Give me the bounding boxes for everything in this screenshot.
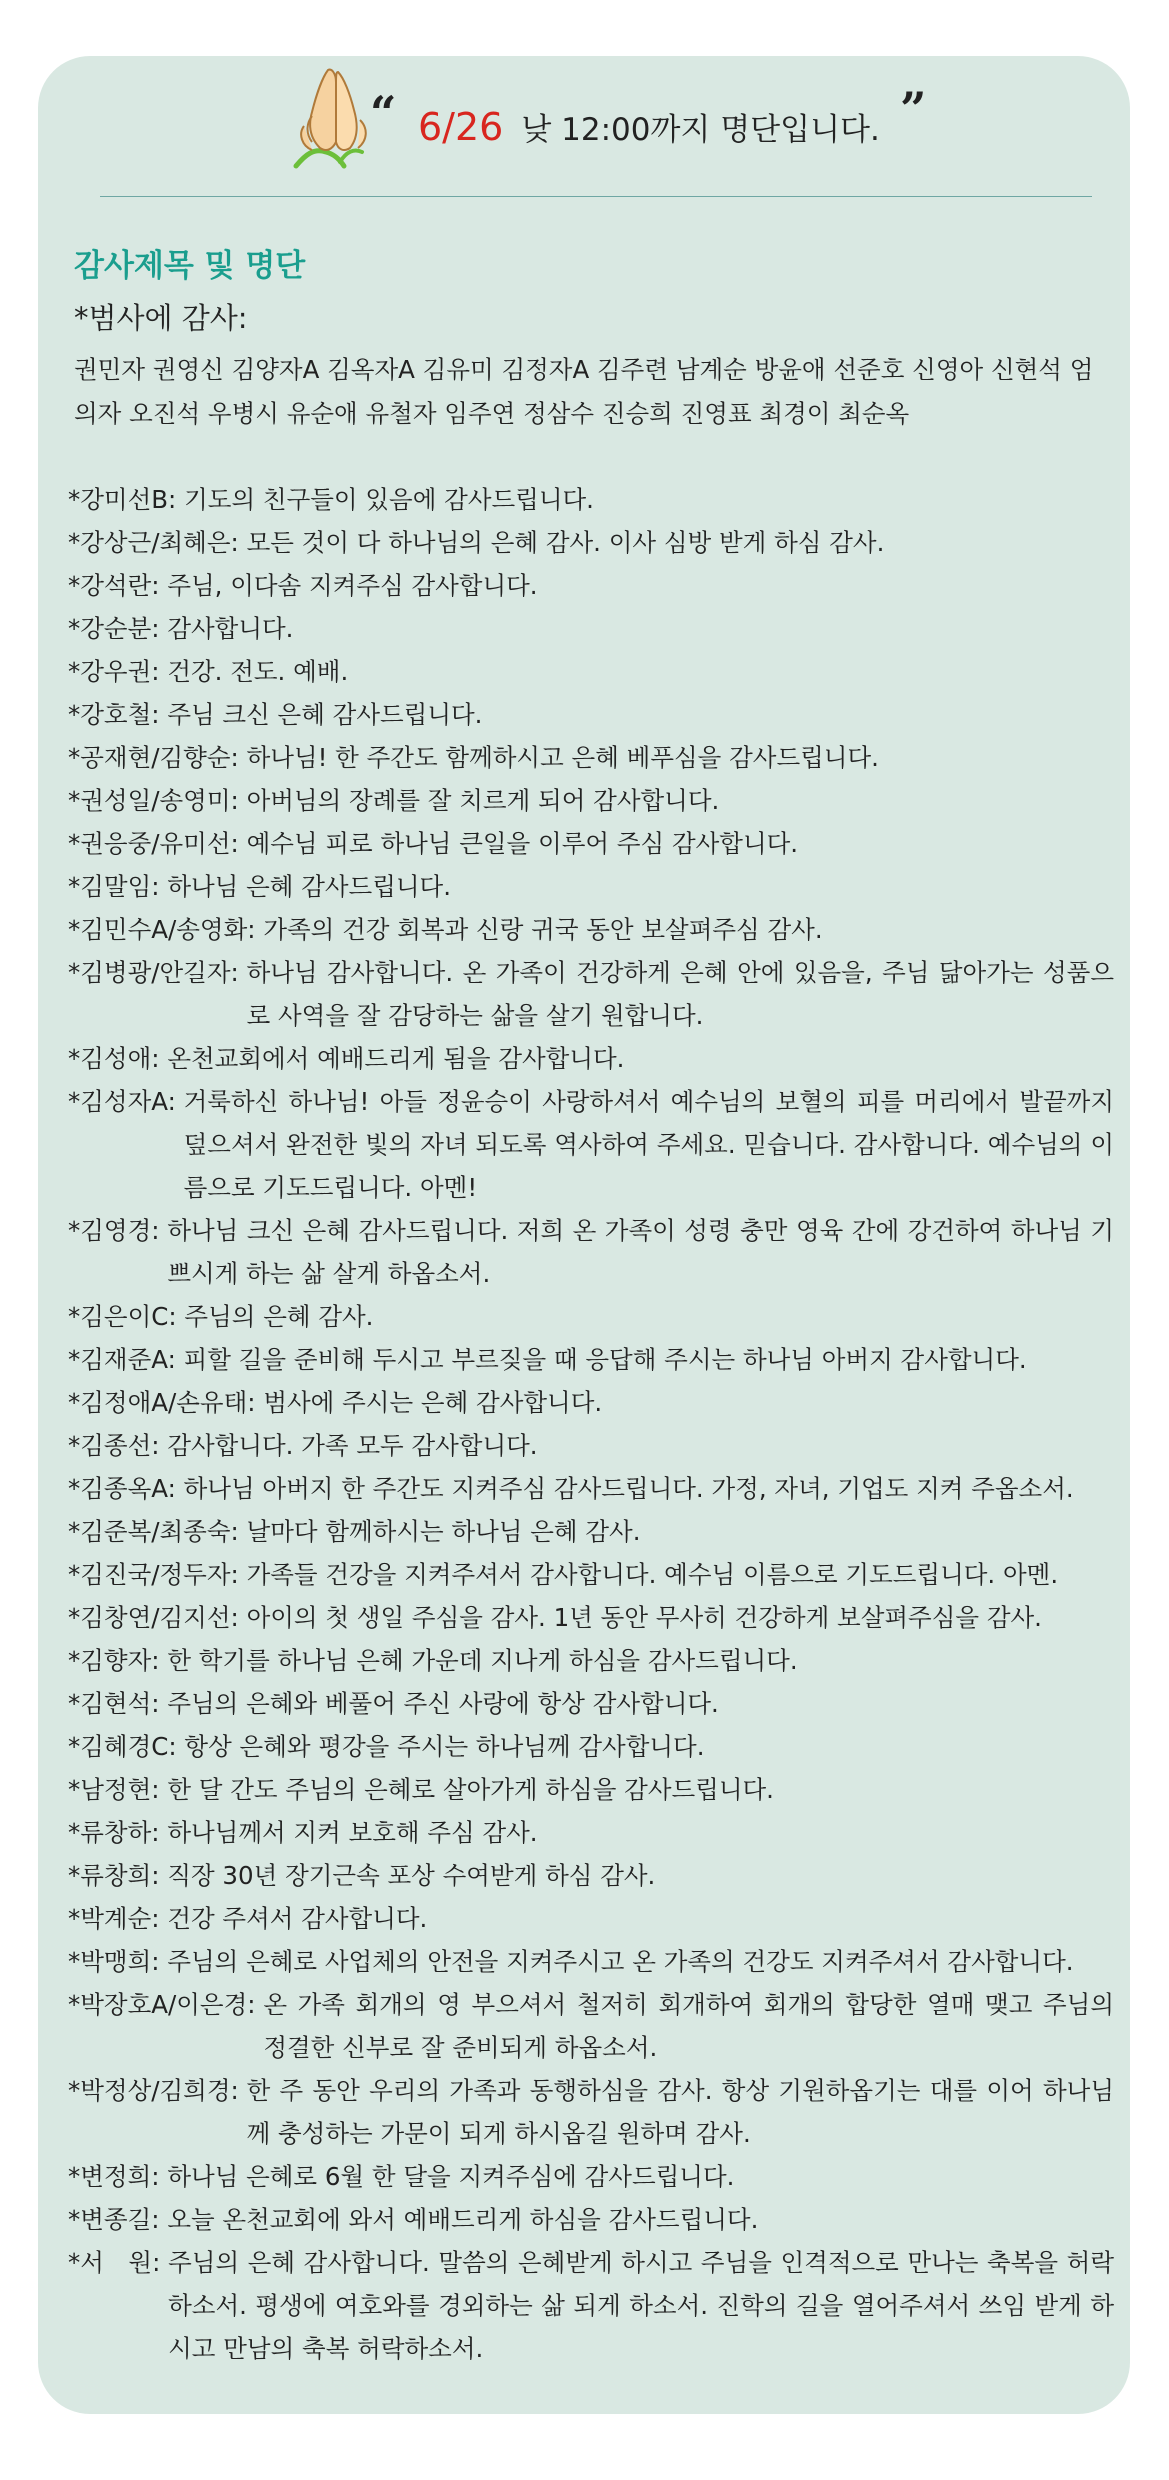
list-item bbox=[68, 1596, 1114, 1639]
list-item bbox=[68, 736, 1114, 779]
entry-name: *공재현/김향순: bbox=[68, 743, 239, 772]
open-quote-mark: “ bbox=[370, 86, 397, 140]
entry-name: *강순분: bbox=[68, 614, 160, 643]
entry-text: 온천교회에서 예배드리게 됨을 감사합니다. bbox=[167, 1044, 625, 1073]
entry-name: *김혜경C: bbox=[68, 1732, 177, 1761]
list-item bbox=[68, 650, 1114, 693]
entry-text: 하나님 감사합니다. 온 가족이 건강하게 은혜 안에 있음을, 주님 닮아가는 성품으로 사역을 잘 감당하는 삶을 살기 원합니다. bbox=[246, 958, 1114, 1030]
list-item bbox=[68, 2198, 1114, 2241]
entry-text: 온 가족 회개의 영 부으셔서 철저히 회개하여 회개의 합당한 열매 맺고 주님의 정결한 신부로 잘 준비되게 하옵소서. bbox=[263, 1990, 1114, 2062]
entry-name: *김재준A: bbox=[68, 1345, 176, 1374]
list-item bbox=[68, 1510, 1114, 1553]
entry-text: 주님 크신 은혜 감사드립니다. bbox=[167, 700, 483, 729]
close-quote-mark: ” bbox=[900, 82, 927, 136]
entry-text: 거룩하신 하나님! 아들 정윤승이 사랑하셔서 예수님의 보혈의 피를 머리에서 발끝까지 덮으셔서 완전한 빛의 자녀 되도록 역사하여 주세요. 믿습니다. 감사합니다. 예수님의 이름으로 기도드립니다. 아멘! bbox=[183, 1087, 1114, 1202]
list-item bbox=[68, 1338, 1114, 1381]
entry-text: 범사에 주시는 은혜 감사합니다. bbox=[263, 1388, 603, 1417]
entry-text: 하나님께서 지켜 보호해 주심 감사. bbox=[167, 1818, 538, 1847]
entry-text: 주님, 이다솜 지켜주심 감사합니다. bbox=[167, 571, 538, 600]
entry-text: 날마다 함께하시는 하나님 은혜 감사. bbox=[246, 1517, 641, 1546]
list-item bbox=[68, 865, 1114, 908]
entry-name: *김진국/정두자: bbox=[68, 1560, 239, 1589]
list-item bbox=[68, 1639, 1114, 1682]
names-list: 권민자 권영신 김양자A 김옥자A 김유미 김정자A 김주련 남계순 방윤애 선준호 신영아 신현석 엄의자 오진석 우병시 유순애 유철자 임주연 정삼수 진승희 진영표 최경이 최순옥 bbox=[74, 355, 1094, 428]
entry-name: *강석란: bbox=[68, 571, 160, 600]
entry-text: 하나님 은혜로 6월 한 달을 지켜주심에 감사드립니다. bbox=[167, 2162, 735, 2191]
entry-name: *권응중/유미선: bbox=[68, 829, 239, 858]
entry-name: *박맹희: bbox=[68, 1947, 160, 1976]
entry-text: 주님의 은혜와 베풀어 주신 사랑에 항상 감사합니다. bbox=[167, 1689, 719, 1718]
list-item bbox=[68, 1854, 1114, 1897]
entry-name: *변종길: bbox=[68, 2205, 160, 2234]
entry-text: 가족들 건강을 지켜주셔서 감사합니다. 예수님 이름으로 기도드립니다. 아멘. bbox=[246, 1560, 1059, 1589]
list-item bbox=[68, 1897, 1114, 1940]
entry-text: 건강. 전도. 예배. bbox=[167, 657, 349, 686]
entry-name: *김은이C: bbox=[68, 1302, 177, 1331]
list-item bbox=[68, 1983, 1114, 2069]
entry-text: 하나님 크신 은혜 감사드립니다. 저희 온 가족이 성령 충만 영육 간에 강건하여 하나님 기쁘시게 하는 삶 살게 하옵소서. bbox=[167, 1216, 1114, 1288]
entry-name: *남정현: bbox=[68, 1775, 160, 1804]
entry-name: *강상근/최혜은: bbox=[68, 528, 239, 557]
thanks-list bbox=[68, 478, 1114, 2370]
header-text: 낮 12:00까지 명단입니다. bbox=[521, 112, 880, 148]
list-item bbox=[68, 1725, 1114, 1768]
list-item bbox=[68, 1553, 1114, 1596]
entry-text: 하나님! 한 주간도 함께하시고 은혜 베푸심을 감사드립니다. bbox=[246, 743, 879, 772]
entry-name: *김정애A/손유태: bbox=[68, 1388, 256, 1417]
entry-text: 항상 은혜와 평강을 주시는 하나님께 감사합니다. bbox=[184, 1732, 705, 1761]
list-item bbox=[68, 564, 1114, 607]
entry-name: *김영경: bbox=[68, 1216, 160, 1245]
entry-name: *김말임: bbox=[68, 872, 160, 901]
list-item bbox=[68, 607, 1114, 650]
prayer-card bbox=[38, 56, 1130, 2414]
header-line bbox=[418, 104, 880, 149]
entry-text: 아버님의 장례를 잘 치르게 되어 감사합니다. bbox=[246, 786, 720, 815]
entry-name: *김향자: bbox=[68, 1646, 160, 1675]
entry-name: *김종옥A: bbox=[68, 1474, 176, 1503]
entry-name: *강호철: bbox=[68, 700, 160, 729]
list-item bbox=[68, 2241, 1114, 2370]
entry-name: *강우권: bbox=[68, 657, 160, 686]
entry-text: 모든 것이 다 하나님의 은혜 감사. 이사 심방 받게 하심 감사. bbox=[246, 528, 885, 557]
entry-text: 한 달 간도 주님의 은혜로 살아가게 하심을 감사드립니다. bbox=[167, 1775, 774, 1804]
list-item bbox=[68, 1295, 1114, 1338]
list-item bbox=[68, 908, 1114, 951]
list-item bbox=[68, 1940, 1114, 1983]
entry-name: *김준복/최종숙: bbox=[68, 1517, 239, 1546]
list-item bbox=[68, 693, 1114, 736]
entry-name: *류창하: bbox=[68, 1818, 160, 1847]
entry-text: 예수님 피로 하나님 큰일을 이루어 주심 감사합니다. bbox=[246, 829, 799, 858]
list-item bbox=[68, 1811, 1114, 1854]
entry-name: *류창희: bbox=[68, 1861, 160, 1890]
entry-text: 감사합니다. 가족 모두 감사합니다. bbox=[167, 1431, 538, 1460]
entry-text: 주님의 은혜 감사합니다. 말씀의 은혜받게 하시고 주님을 인격적으로 만나는 축복을 허락하소서. 평생에 여호와를 경외하는 삶 되게 하소서. 진학의 길을 열어주셔서 쓰임 받게 하시고 만남의 축복 허락하소서. bbox=[168, 2248, 1114, 2363]
entry-name: *김현석: bbox=[68, 1689, 160, 1718]
list-item bbox=[68, 951, 1114, 1037]
list-item bbox=[68, 1682, 1114, 1725]
list-item bbox=[68, 1467, 1114, 1510]
entry-name: *김민수A/송영화: bbox=[68, 915, 256, 944]
entry-name: *권성일/송영미: bbox=[68, 786, 239, 815]
entry-name: *박정상/김희경: bbox=[68, 2076, 239, 2105]
entry-text: 오늘 온천교회에 와서 예배드리게 하심을 감사드립니다. bbox=[167, 2205, 759, 2234]
entry-text: 한 학기를 하나님 은혜 가운데 지나게 하심을 감사드립니다. bbox=[167, 1646, 798, 1675]
entry-name: *강미선B: bbox=[68, 485, 177, 514]
entry-text: 하나님 아버지 한 주간도 지켜주심 감사드립니다. 가정, 자녀, 기업도 지켜 주옵소서. bbox=[183, 1474, 1074, 1503]
list-item bbox=[68, 1424, 1114, 1467]
entry-name: *김창연/김지선: bbox=[68, 1603, 239, 1632]
list-item bbox=[68, 478, 1114, 521]
sub-title: *범사에 감사: bbox=[74, 301, 248, 335]
entry-text: 피할 길을 준비해 두시고 부르짖을 때 응답해 주시는 하나님 아버지 감사합니다. bbox=[183, 1345, 1027, 1374]
list-item bbox=[68, 822, 1114, 865]
entry-name: *박계순: bbox=[68, 1904, 160, 1933]
entry-name: *김종선: bbox=[68, 1431, 160, 1460]
entry-name: *김성자A: bbox=[68, 1087, 176, 1116]
entry-name: *박장호A/이은경: bbox=[68, 1990, 256, 2019]
entry-text: 건강 주셔서 감사합니다. bbox=[167, 1904, 428, 1933]
list-item bbox=[68, 521, 1114, 564]
entry-text: 직장 30년 장기근속 포상 수여받게 하심 감사. bbox=[167, 1861, 656, 1890]
list-item bbox=[68, 1381, 1114, 1424]
entry-text: 가족의 건강 회복과 신랑 귀국 동안 보살펴주심 감사. bbox=[263, 915, 823, 944]
list-item bbox=[68, 779, 1114, 822]
entry-text: 한 주 동안 우리의 가족과 동행하심을 감사. 항상 기원하옵기는 대를 이어 하나님께 충성하는 가문이 되게 하시옵길 원하며 감사. bbox=[246, 2076, 1114, 2148]
entry-text: 아이의 첫 생일 주심을 감사. 1년 동안 무사히 건강하게 보살펴주심을 감사. bbox=[246, 1603, 1042, 1632]
header-date: 6/26 bbox=[418, 105, 504, 149]
list-item bbox=[68, 2069, 1114, 2155]
entry-name: *김성애: bbox=[68, 1044, 160, 1073]
entry-text: 주님의 은혜 감사. bbox=[184, 1302, 374, 1331]
entry-text: 기도의 친구들이 있음에 감사드립니다. bbox=[184, 485, 594, 514]
entry-text: 하나님 은혜 감사드립니다. bbox=[167, 872, 452, 901]
list-item bbox=[68, 1080, 1114, 1209]
list-item bbox=[68, 1768, 1114, 1811]
card-header bbox=[38, 56, 1130, 186]
list-item bbox=[68, 1209, 1114, 1295]
entry-name: *김병광/안길자: bbox=[68, 958, 239, 987]
entry-text: 주님의 은혜로 사업체의 안전을 지켜주시고 온 가족의 건강도 지켜주셔서 감사합니다. bbox=[167, 1947, 1074, 1976]
list-item bbox=[68, 2155, 1114, 2198]
divider bbox=[100, 196, 1092, 197]
section-title: 감사제목 및 명단 bbox=[74, 248, 306, 284]
entry-name: *서 원: bbox=[68, 2248, 161, 2277]
entry-name: *변정희: bbox=[68, 2162, 160, 2191]
list-item bbox=[68, 1037, 1114, 1080]
entry-text: 감사합니다. bbox=[167, 614, 294, 643]
